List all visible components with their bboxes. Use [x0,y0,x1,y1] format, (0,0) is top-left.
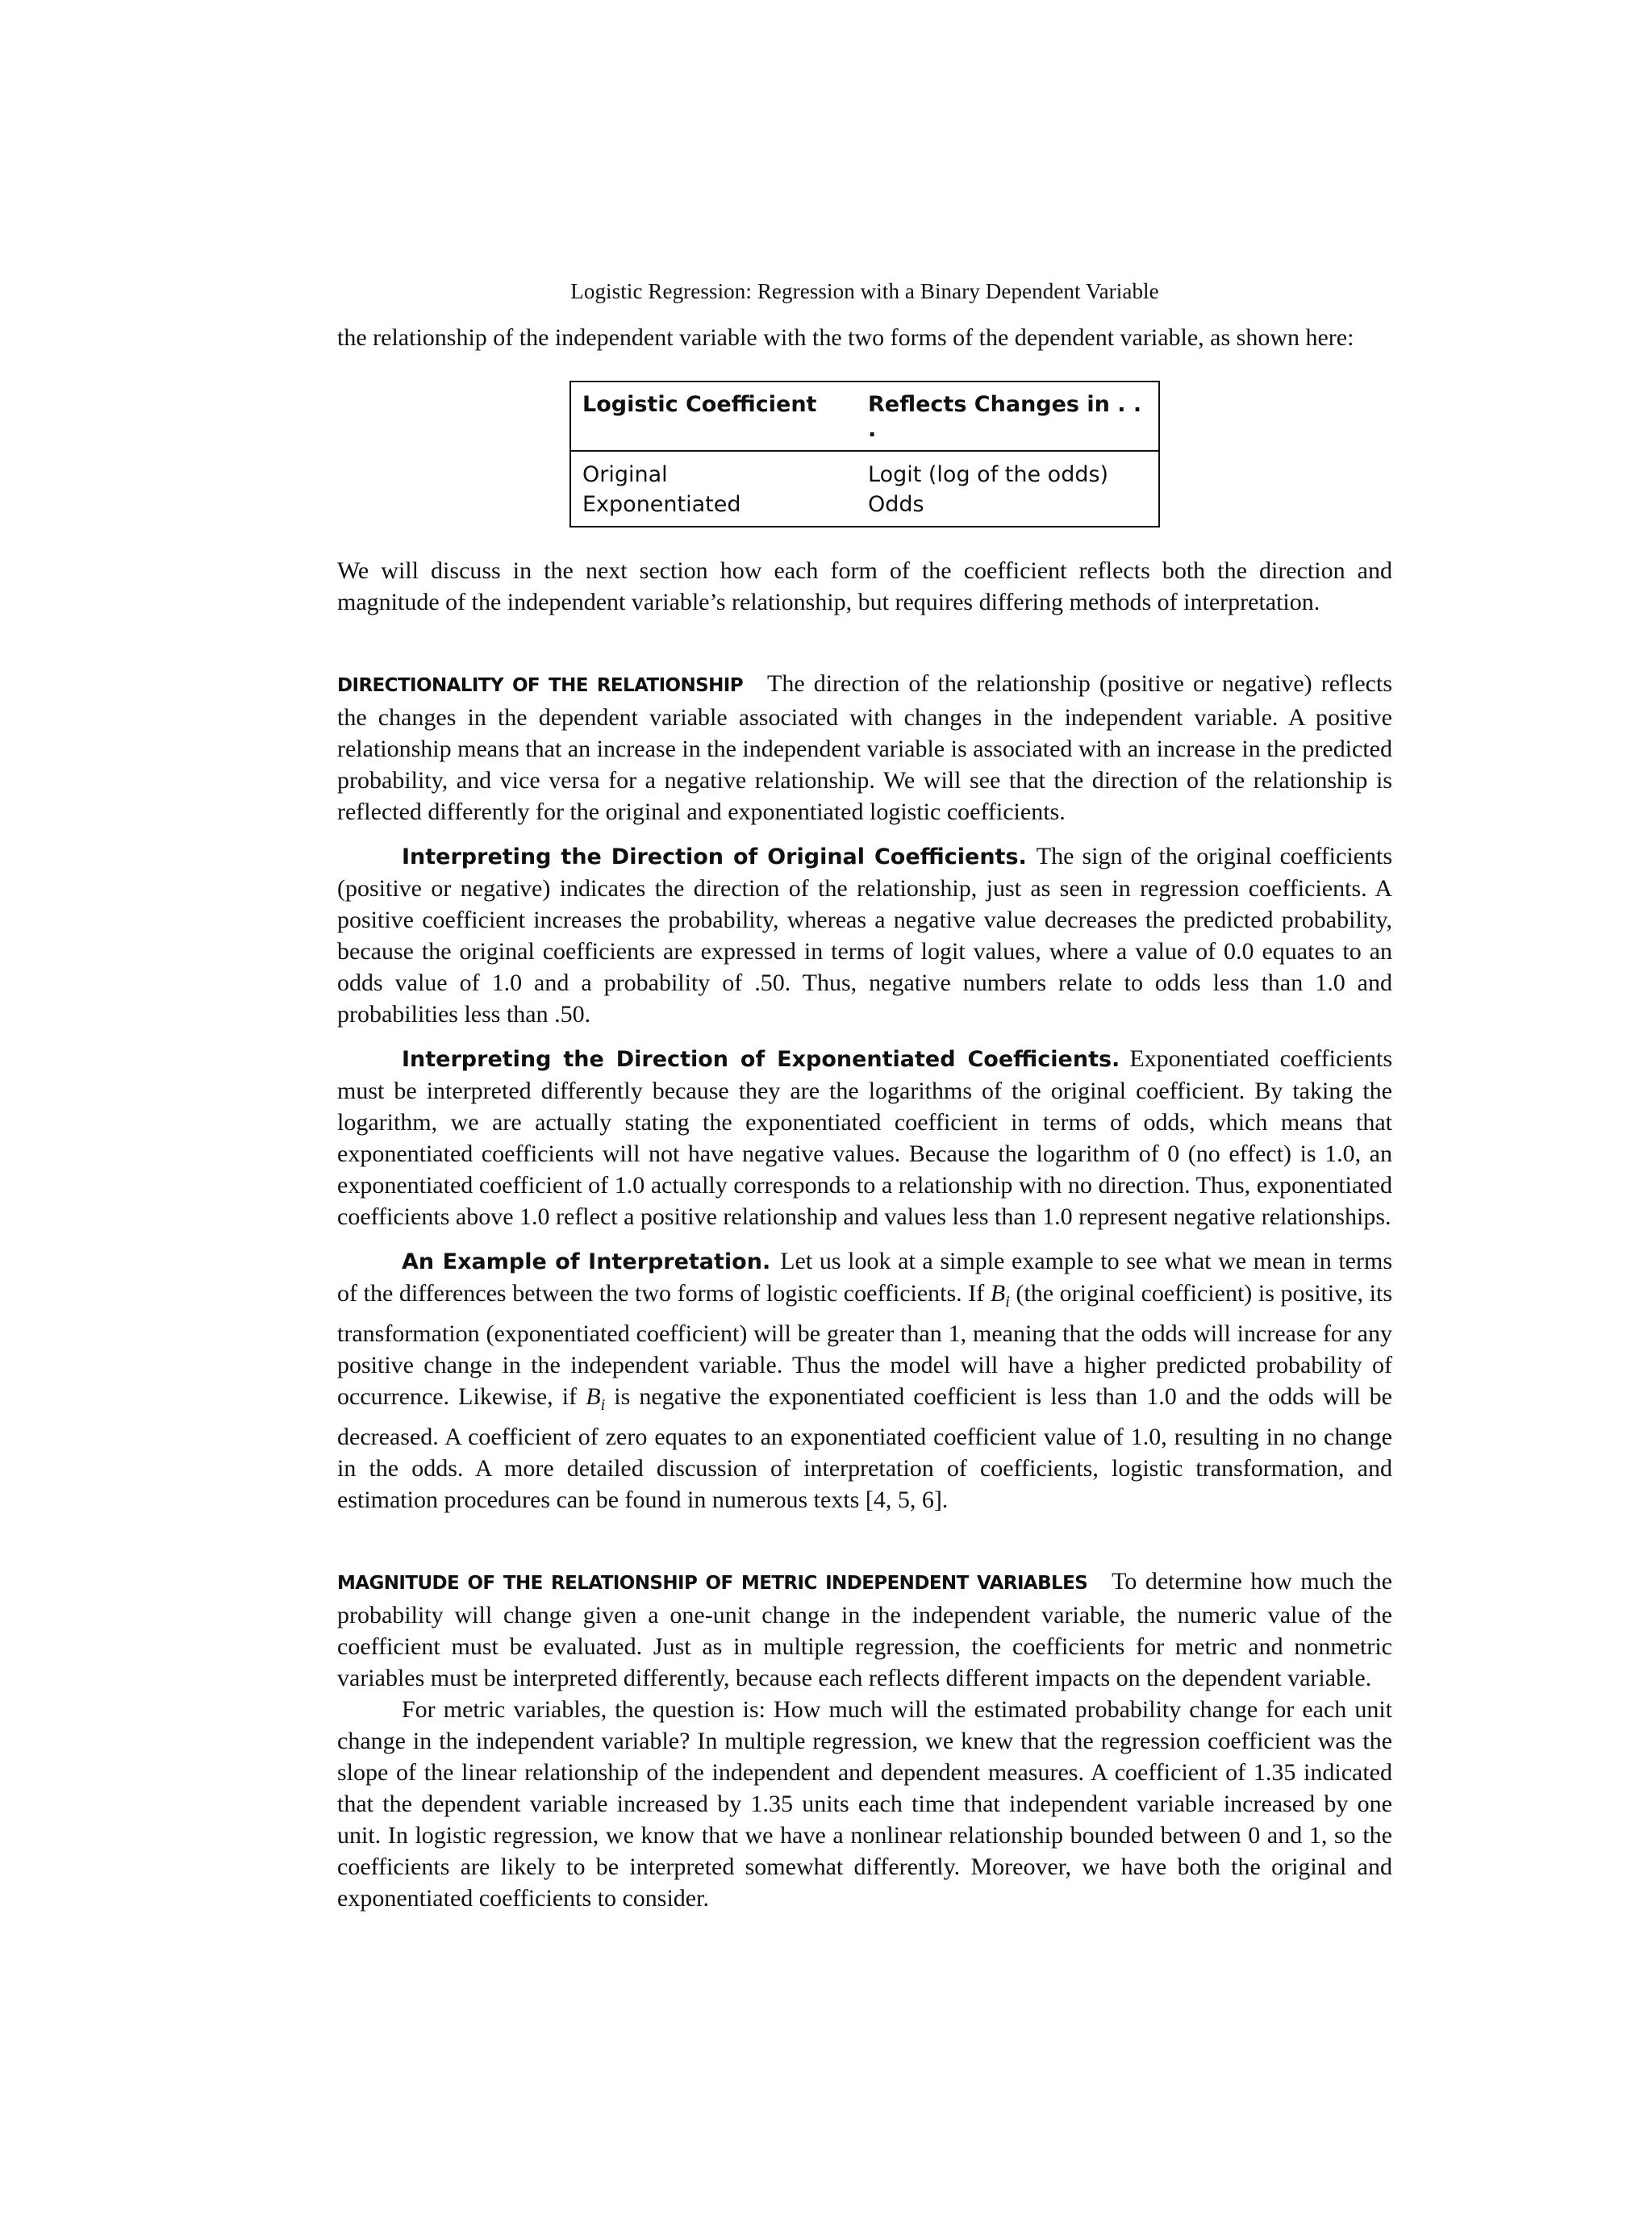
section-magnitude [337,1566,1392,1694]
table-body [571,452,1158,526]
subsection-title-original: Interpreting the Direction of Original Coefficients. [402,844,1027,869]
section-heading-directionality: DIRECTIONALITY OF THE RELATIONSHIP [337,675,743,696]
table-cell: Original [582,462,668,487]
subsection-original-text: The sign of the original coefficients (positive or negative) indicates the direction of the relationship, just as seen in regression coefficients. A positive coefficient increases the probability, whereas a negative value decreases the predicted probability, because the original coefficients are expressed in terms of logit values, where a value of 0.0 equates to an odds value of 1.0 and a probability of .50. Thus, negative numbers relate to odds less than 1.0 and probabilities less than .50. [337,843,1392,1028]
table-header-row [571,382,1158,452]
running-head: Logistic Regression: Regression with a Binary Dependent Variable [570,279,1159,303]
table-row [571,460,1158,490]
section-heading-magnitude: MAGNITUDE OF THE RELATIONSHIP OF METRIC INDEPENDENT VARIABLES [337,1573,1088,1594]
subsection-title-example: An Example of Interpretation. [402,1249,771,1274]
example-text-part1: Let us look at a simple example to see what we mean in terms of the differences between the two forms of logistic coefficients. If [337,1248,1392,1307]
coefficient-table [569,381,1160,527]
table-cell: Odds [868,492,924,517]
section-directionality-text: The direction of the relationship (positive or negative) reflects the changes in the dependent variable associated with changes in the independent variable. A positive relationship means that an increase in the independent variable is associated with an increase in the predicted probability, and vice versa for a negative relationship. We will see that the direction of the relationship is reflected differently for the original and exponentiated logistic coefficients. [337,670,1392,825]
subsection-exponentiated-text: Exponentiated coefficients must be interpreted differently because they are the logarithms of the original coefficient. By taking the logarithm, we are actually stating the exponentiated coefficient in terms of odds, which means that exponentiated coefficients will not have negative values. Because the logarithm of 0 (no effect) is 1.0, an exponentiated coefficient of 1.0 actually corresponds to a relationship with no direction. Thus, exponentiated coefficients above 1.0 reflect a positive relationship and values less than 1.0 represent negative relationships. [337,1045,1392,1230]
example-text-part2: (the original coefficient) is positive, its transformation (exponentiated coefficient) will be greater than 1, meaning that the odds will increase for any positive change in the independent variable. Thus the model will have a higher predicted probability of occurrence. Likewise, if [337,1280,1392,1410]
table-cell: Exponentiated [582,492,741,517]
table-cell: Logit (log of the odds) [868,462,1109,487]
math-b-i: $B_i$ [586,1383,606,1414]
table-header-logistic-coefficient: Logistic Coefficient [582,392,817,417]
final-paragraph: For metric variables, the question is: How much will the estimated probability change for each unit change in the independent variable? In multiple regression, we knew that the regression coefficient was the slope of the linear relationship of the independent and dependent measures. A coefficient of 1.35 indicated that the dependent variable increased by 1.35 units each time that independent variable increased by one unit. In logistic regression, we know that we have a nonlinear relationship bounded between 0 and 1, so the coefficients are likely to be interpreted somewhat differently. Moreover, we have both the original and exponentiated coefficients to consider. [337,1696,1392,1912]
subsection-example [337,1245,1392,1516]
section-magnitude-text: To determine how much the probability will change given a one-unit change in the independent variable, the numeric value of the coefficient must be evaluated. Just as in multiple regression, the coefficients for metric and nonmetric variables must be interpreted differently, because each reflects different impacts on the dependent variable. [337,1568,1392,1691]
example-text-part3: is negative the exponentiated coefficient is less than 1.0 and the odds will be decreased. A coefficient of zero equates to an exponentiated coefficient value of 1.0, resulting in no change in the odds. A more detailed discussion of interpretation of coefficients, logistic transformation, and estimation procedures can be found in numerous texts [4, 5, 6]. [337,1383,1392,1513]
paragraph-after-table: We will discuss in the next section how each form of the coefficient reflects both the direction and magnitude of the independent variable’s relationship, but requires differing methods of interpretation. [337,557,1392,615]
table-row [571,490,1158,519]
math-b-i: $B_i$ [990,1280,1010,1311]
subsection-original-coefficients [337,840,1392,1030]
intro-paragraph: the relationship of the independent variable with the two forms of the dependent variable, as shown here: [337,324,1354,351]
section-directionality [337,668,1392,828]
page-content [337,279,1392,1914]
subsection-exponentiated-coefficients [337,1043,1392,1232]
subsection-title-exponentiated: Interpreting the Direction of Exponentiated Coefficients. [402,1047,1120,1072]
table-header-reflects-changes: Reflects Changes in . . . [868,392,1142,442]
